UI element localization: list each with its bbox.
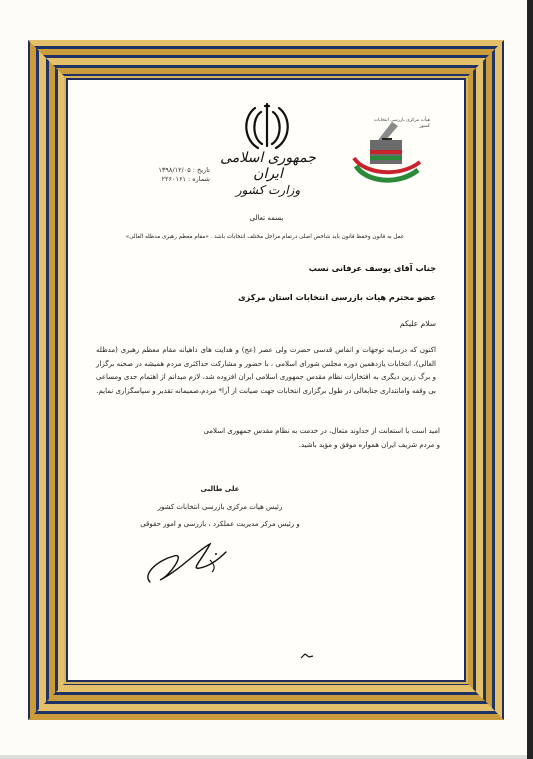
- ministry-title: [220, 150, 316, 198]
- addressee-position: عضو محترم هیات بازرسی انتخابات استان مرکزی: [238, 292, 436, 302]
- header-quote: عمل به قانون وحفظ قانون باید شاخص اصلی درتمام مراحل مختلف انتخابات باشد . «مقام معظم رهبری مدظله العالی»: [125, 234, 405, 240]
- handwritten-signature: [140, 530, 240, 590]
- small-ink-mark: [300, 652, 314, 660]
- letter-number: شماره : ۲۲۶۰۱۶۱: [161, 175, 210, 183]
- letter-body: [96, 344, 436, 398]
- letter-date: تاریخ : ۱۳۹۸/۱۲/۰۵: [158, 166, 210, 174]
- signatory-title: رئیس هیات مرکزی بازرسی انتخابات کشور: [157, 503, 283, 511]
- ministry-name: وزارت کشور: [235, 183, 301, 197]
- greeting: سلام علیکم: [399, 319, 436, 328]
- closing-paragraph: امید است با استعانت از خداوند متعال، در خدمت به نظام مقدس جمهوری اسلامی و مردم شریف ایران همواره موفق و مؤید باشید.: [203, 427, 440, 449]
- date-number-block: [130, 166, 210, 184]
- addressee-name: جناب آقای یوسف عرفانی نسب: [308, 263, 436, 273]
- logo-caption: هیأت مرکزی بازرسی انتخابات کشور: [373, 118, 430, 129]
- bismillah: بسمه تعالی: [249, 214, 284, 222]
- signatory-name: علی طالبی: [200, 485, 240, 493]
- body-paragraph: اکنون که درسایه توجهات و انفاس قدسی حضرت ولی عصر (عج) و هدایت های داهیانه مقام معظم رهبری (مدظله العالی)، انتخابات یازدهمین دوره مجلس شورای اسلامی ، با حضور و مشارکت حداکثری مردم همیشه در صحنه برگزار و برگ زرین دیگری به افتخارات نظام مقدس جمهوری اسلامی ایران افزوده شد، لازم میدانم از اهتمام جدی ومساعی بی وقفه وامانتداری جنابعالی در طول برگزاری انتخابات جهت صیانت از آرا* مردم،صمیمانه تقدیر و سپاسگزاری نمایم.: [96, 346, 436, 395]
- signatory-subtitle: و رئیس مرکز مدیریت عملکرد ، بازرسی و امور حقوقی: [140, 520, 300, 528]
- country-name: جمهوری اسلامی ایران: [220, 150, 316, 182]
